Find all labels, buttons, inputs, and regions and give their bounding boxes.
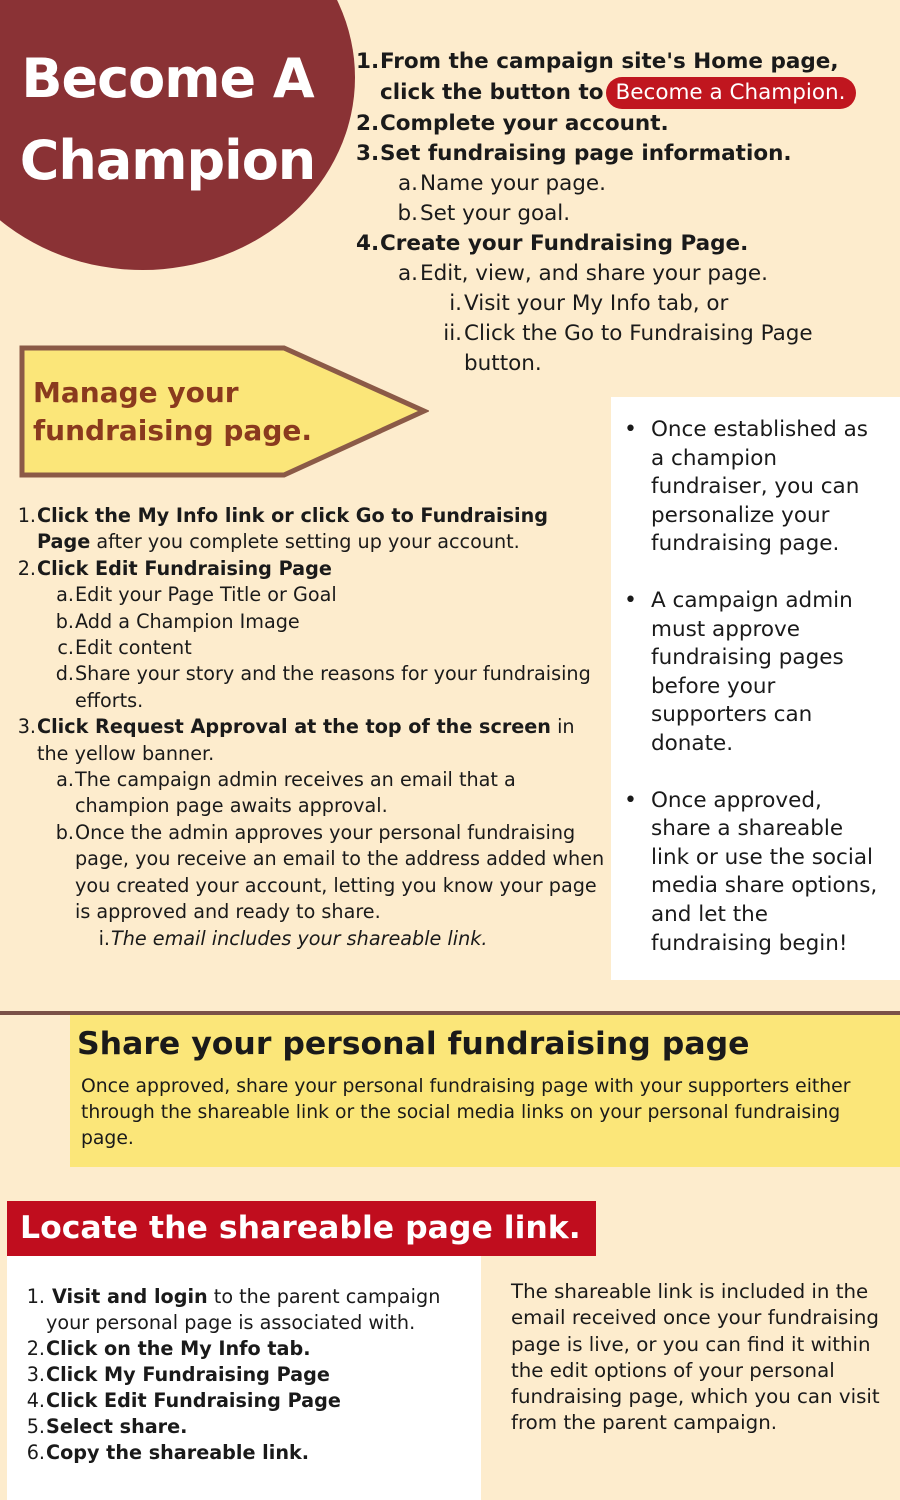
list-item-text: Edit, view, and share your page.: [420, 261, 768, 286]
list-number: a.: [397, 261, 418, 286]
list-item: [54, 582, 606, 608]
list-number: a.: [397, 171, 418, 196]
list-item: [356, 229, 896, 259]
list-number: b.: [55, 820, 74, 844]
become-champion-button[interactable]: Become a Champion.: [606, 77, 856, 109]
list-item: [54, 767, 606, 820]
champion-steps-list: [356, 47, 896, 379]
list-item-text: From the campaign site's Home page, click the button to: [380, 49, 839, 105]
list-number: 1.: [26, 1285, 45, 1308]
list-number: 4.: [356, 231, 380, 256]
list-item: [440, 289, 896, 319]
list-item-text: Once the admin approves your personal fundraising page, you receive an email to the address added when you created your account, letting you know your page is approved and ready to share.: [75, 820, 605, 924]
list-number: 2.: [356, 111, 380, 136]
list-item-text: Add a Champion Image: [75, 609, 300, 633]
list-item-text: Copy the shareable link.: [46, 1441, 310, 1464]
list-item-text: after you complete setting up your account.: [90, 530, 520, 554]
title-line-2: Champion: [19, 129, 316, 192]
list-item: [25, 1414, 480, 1440]
list-item: [356, 139, 896, 169]
list-item-bold: Click the My Info link or click Go to Fundraising Page: [37, 504, 549, 554]
list-item-bold: Visit and login: [52, 1285, 208, 1308]
list-item: [356, 47, 896, 109]
list-item: [54, 661, 606, 714]
list-item-text: The campaign admin receives an email that a champion page awaits approval.: [75, 768, 516, 818]
list-item-text: in the yellow banner.: [37, 715, 575, 765]
list-item-text: Click on the My Info tab.: [46, 1337, 311, 1360]
title-line-1: Become A: [21, 47, 314, 110]
list-item: [25, 1388, 480, 1414]
list-item-text: to the parent campaign your personal page is associated with.: [46, 1285, 441, 1334]
list-item-text: Click the Go to Fundraising Page button.: [464, 321, 813, 376]
list-item-bold: Click Request Approval at the top of the screen: [37, 715, 551, 739]
list-number: i.: [98, 926, 110, 950]
shareable-link-note: The shareable link is included in the email received once your fundraising page is live, or you can find it within the edit options of your personal fundraising page, which you can visit from the parent campaign.: [511, 1280, 880, 1435]
list-number: 2.: [17, 556, 36, 580]
bullet-item: • Once approved, share a shareable link or use the social media share options, and let the fundraising begin!: [624, 787, 886, 959]
list-item-text: Select share.: [46, 1415, 188, 1438]
list-item: [16, 556, 606, 582]
list-number: 5.: [26, 1415, 45, 1438]
list-number: i.: [449, 291, 462, 316]
list-item: [54, 820, 606, 926]
list-number: 1.: [356, 49, 380, 74]
list-number: c.: [57, 636, 74, 660]
list-number: 3.: [17, 715, 36, 739]
list-number: 3.: [356, 141, 380, 166]
locate-steps-list: [25, 1284, 480, 1466]
list-item: [16, 503, 606, 556]
list-item-text: Edit your Page Title or Goal: [75, 583, 337, 607]
list-item: [396, 199, 896, 229]
list-item: [396, 169, 896, 199]
list-number: b.: [55, 609, 74, 633]
list-item-text: Click Edit Fundraising Page: [46, 1389, 341, 1412]
list-item: [54, 609, 606, 635]
list-item-text: Click My Fundraising Page: [46, 1363, 330, 1386]
notes-list: [624, 416, 886, 986]
manage-steps-list: [16, 503, 606, 952]
list-item: [54, 635, 606, 661]
list-item-text: Edit content: [75, 636, 192, 660]
manage-heading: Manage your fundraising page.: [33, 376, 312, 447]
list-item: [25, 1440, 480, 1466]
bullet-item: • A campaign admin must approve fundraising pages before your supporters can donate.: [624, 587, 886, 759]
share-body: Once approved, share your personal fundraising page with your supporters either through the shareable link or the social media links on your personal fundraising page.: [81, 1076, 851, 1149]
list-item-text: Set your goal.: [420, 201, 571, 226]
list-number: 4.: [26, 1389, 45, 1412]
list-item-text: Visit your My Info tab, or: [464, 291, 729, 316]
page-title: [0, 38, 335, 202]
list-number: 3.: [26, 1363, 45, 1386]
list-number: b.: [397, 201, 418, 226]
list-item: [16, 714, 606, 767]
share-heading: Share your personal fundraising page: [77, 1026, 750, 1062]
list-item: [90, 926, 606, 952]
list-item-text: Create your Fundraising Page.: [380, 231, 749, 256]
list-item-text: Set fundraising page information.: [380, 141, 792, 166]
list-number: a.: [56, 583, 74, 607]
list-item: [440, 319, 896, 379]
list-item-text: Name your page.: [420, 171, 606, 196]
list-item: [25, 1362, 480, 1388]
list-number: d.: [55, 662, 74, 686]
list-item: [396, 259, 896, 289]
list-number: 6.: [26, 1441, 45, 1464]
list-number: 2.: [26, 1337, 45, 1360]
list-item-text: Share your story and the reasons for your fundraising efforts.: [75, 662, 591, 712]
list-item: [356, 109, 896, 139]
list-number: ii.: [443, 321, 462, 346]
list-item: [25, 1284, 480, 1336]
list-item-text: The email includes your shareable link.: [111, 926, 488, 950]
list-item-bold: Click Edit Fundraising Page: [37, 556, 332, 580]
bullet-item: • Once established as a champion fundraiser, you can personalize your fundraising page.: [624, 416, 886, 559]
list-number: a.: [56, 768, 74, 792]
list-item: [25, 1336, 480, 1362]
list-item-text: Complete your account.: [380, 111, 669, 136]
locate-heading: Locate the shareable page link.: [7, 1201, 596, 1256]
list-number: 1.: [17, 504, 36, 527]
